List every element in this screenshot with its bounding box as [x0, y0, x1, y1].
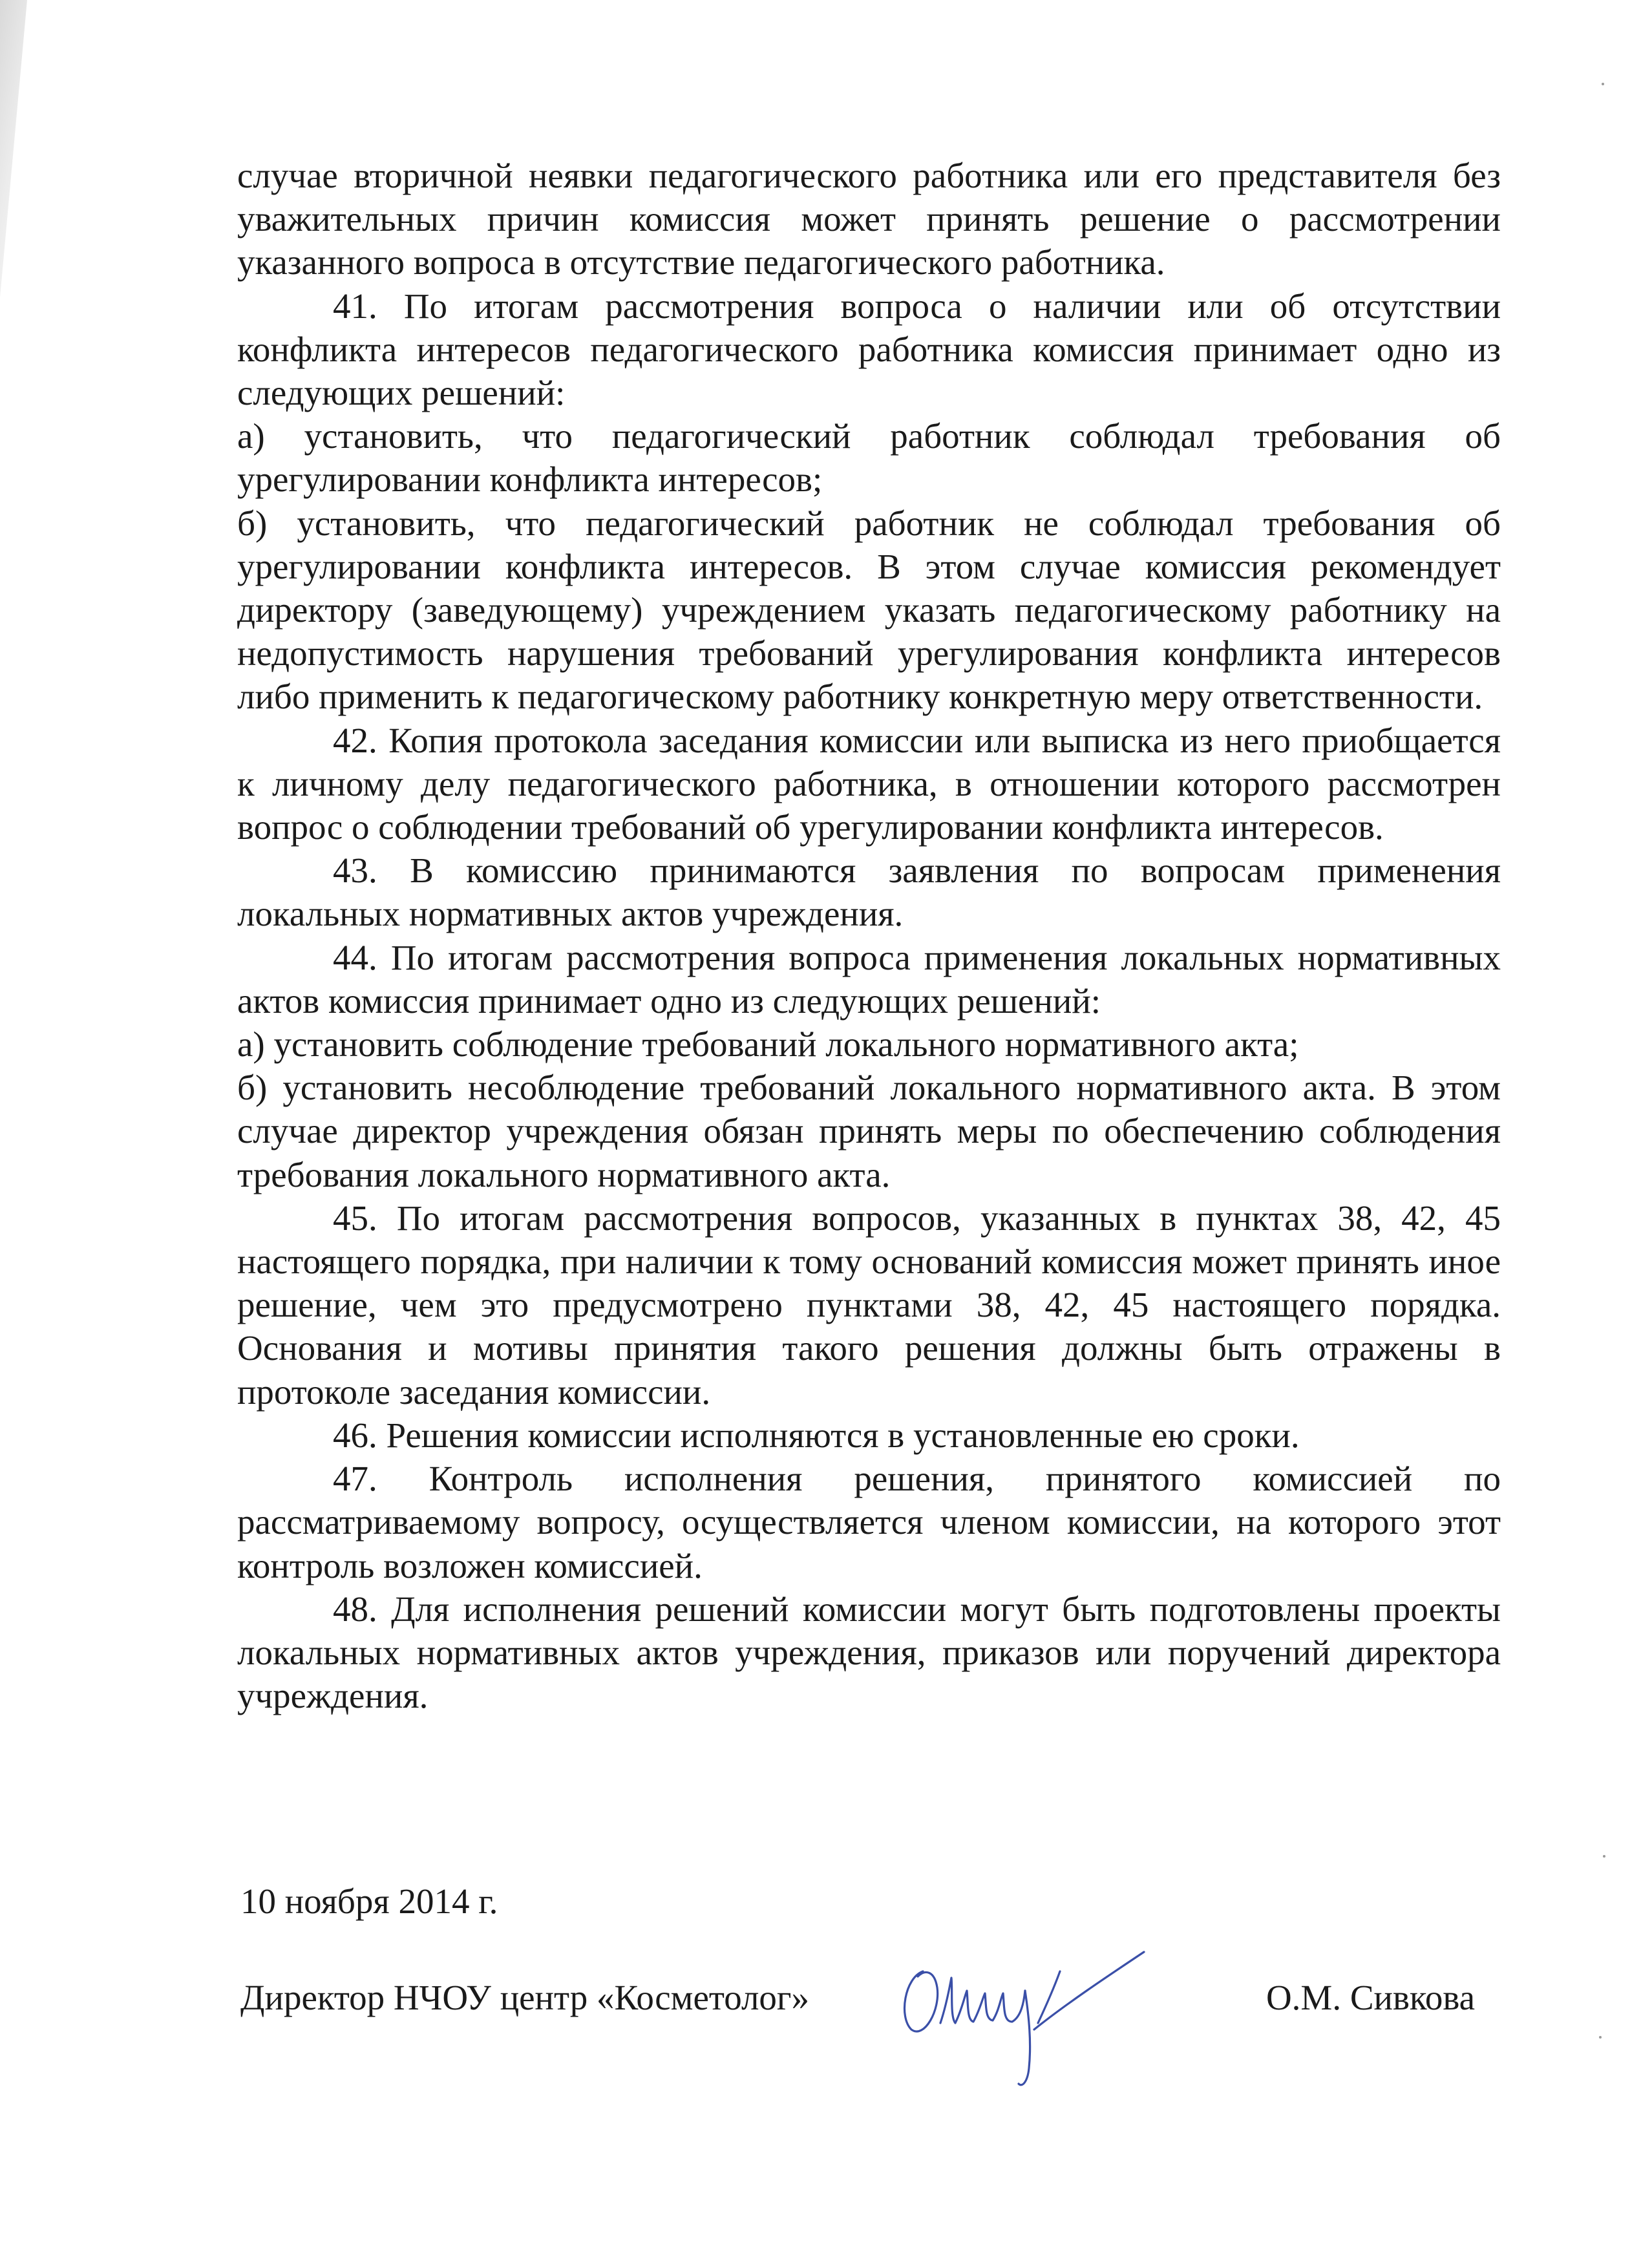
- paragraph-42: 42. Копия протокола заседания комиссии или выписка из него приобщается к личному делу педагогического работника, в отношении которого рассмотрен вопрос о соблюдении требований об урегулировании конфликта интересов.: [237, 720, 1501, 847]
- document-body: [237, 154, 1501, 1717]
- paragraph-43: 43. В комиссию принимаются заявления по вопросам применения локальных нормативных актов учреждения.: [237, 851, 1501, 934]
- document-date: 10 ноября 2014 г.: [240, 1881, 498, 1921]
- paragraph-48: 48. Для исполнения решений комиссии могут быть подготовлены проекты локальных нормативных актов учреждения, приказов или поручений директора учреждения.: [237, 1589, 1501, 1716]
- signatory-title: Директор НЧОУ центр «Косметолог»: [240, 1978, 809, 2017]
- scan-speck: [1603, 1855, 1605, 1858]
- handwritten-signature: [885, 1926, 1157, 2101]
- scan-shadow-edge: [0, 0, 45, 297]
- paragraph-44: 44. По итогам рассмотрения вопроса применения локальных нормативных актов комиссия принимает одно из следующих решений:: [237, 937, 1501, 1021]
- scan-speck: [1599, 2036, 1602, 2039]
- paragraph-44-b: б) установить несоблюдение требований локального нормативного акта. В этом случае директор учреждения обязан принять меры по обеспечению соблюдения требования локального нормативного акта.: [237, 1068, 1501, 1194]
- paragraph-41-b: б) установить, что педагогический работник не соблюдал требования об урегулировании конфликта интересов. В этом случае комиссия рекомендует директору (заведующему) учреждением указать педагогическому работнику на недопустимость нарушения требований урегулирования конфликта интересов либо применить к педагогическому работнику конкретную меру ответственности.: [237, 503, 1501, 717]
- paragraph-47: 47. Контроль исполнения решения, принятого комиссией по рассматриваемому вопросу, осуществляется членом комиссии, на которого этот контроль возложен комиссией.: [237, 1459, 1501, 1585]
- scan-speck: [1602, 83, 1604, 85]
- paragraph-41: 41. По итогам рассмотрения вопроса о наличии или об отсутствии конфликта интересов педагогического работника комиссия принимает одно из следующих решений:: [237, 286, 1501, 413]
- signatory-name: О.М. Сивкова: [1265, 1978, 1475, 2017]
- paragraph-45: 45. По итогам рассмотрения вопросов, указанных в пунктах 38, 42, 45 настоящего порядка, при наличии к тому оснований комиссия может принять иное решение, чем это предусмотрено пунктами 38, 42, 45 настоящего порядка. Основания и мотивы принятия такого решения должны быть отражены в протоколе заседания комиссии.: [237, 1198, 1501, 1412]
- paragraph-44-a: а) установить соблюдение требований локального нормативного акта;: [237, 1024, 1299, 1065]
- paragraph-46: 46. Решения комиссии исполняются в установленные ею сроки.: [333, 1415, 1300, 1455]
- paragraph-continuation: случае вторичной неявки педагогического работника или его представителя без уважительных причин комиссия может принять решение о рассмотрении указанного вопроса в отсутствие педагогического работника.: [237, 156, 1501, 282]
- paragraph-41-a: а) установить, что педагогический работник соблюдал требования об урегулировании конфликта интересов;: [237, 416, 1501, 500]
